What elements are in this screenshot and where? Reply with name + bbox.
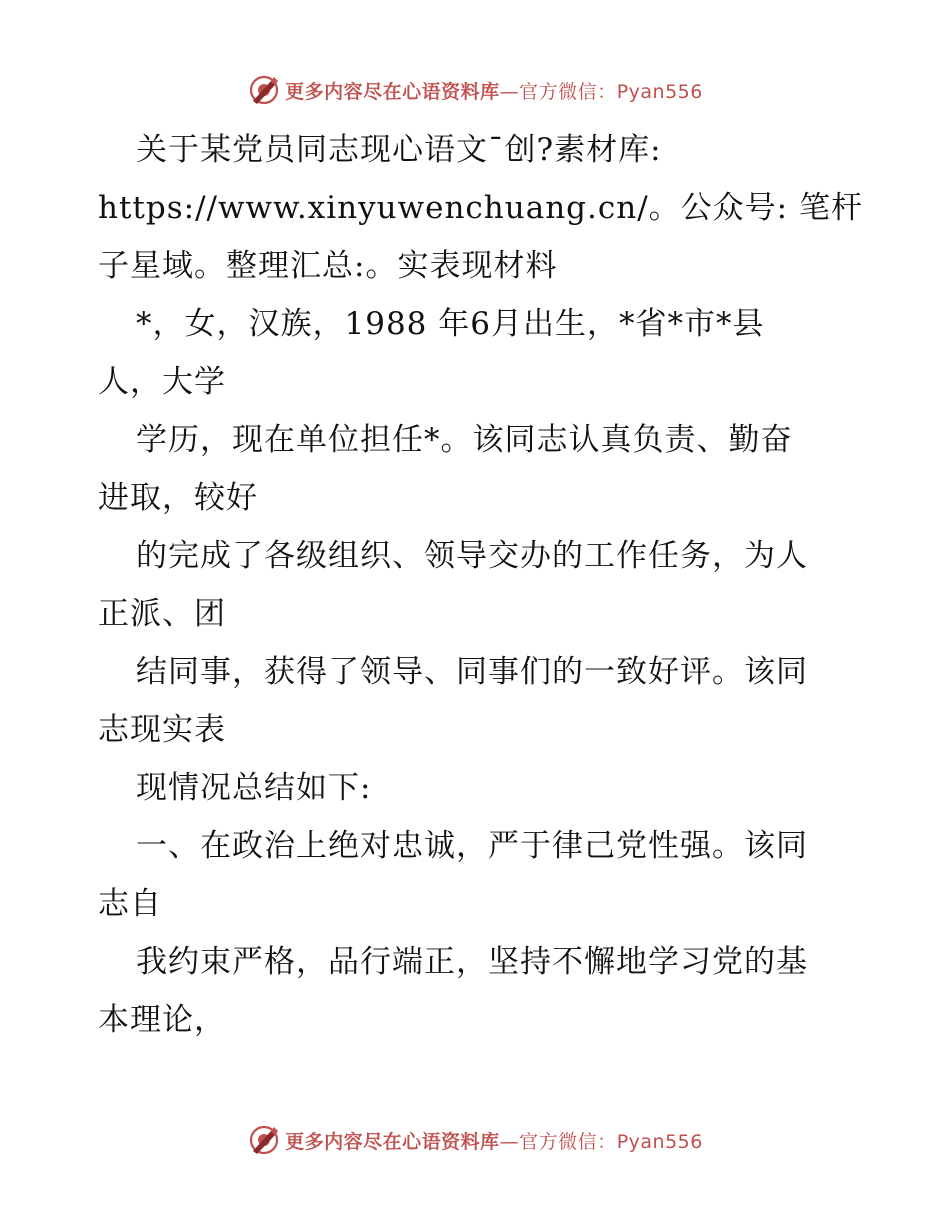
banner-separator: — (499, 80, 520, 103)
body-line: 进取，较好 (98, 480, 258, 516)
banner-wechat-id: Pyan556 (616, 80, 703, 103)
body-line: 我约束严格，品行端正，坚持不懈地学习党的基 (136, 944, 808, 980)
banner-separator: — (499, 1130, 520, 1153)
banner-main-text: 更多内容尽在心语资料库 (285, 1130, 500, 1153)
body-line: 子星域。整理汇总:。实表现材料 (98, 248, 558, 284)
document-body (98, 121, 868, 1049)
pen-circle-logo-icon (247, 73, 281, 107)
body-line: *，女，汉族，1988 年6月出生，*省*市*县 (136, 306, 765, 342)
body-line: 本理论， (98, 1002, 226, 1038)
body-line: 结同事，获得了领导、同事们的一致好评。该同 (136, 654, 808, 690)
header-banner-text (285, 77, 703, 104)
body-line: 正派、团 (98, 596, 226, 632)
body-line: https://www.xinyuwenchuang.cn/。公众号: 笔杆 (98, 190, 863, 226)
pen-circle-logo-icon (247, 1123, 281, 1157)
body-line: 学历，现在单位担任*。该同志认真负责、勤奋 (136, 422, 793, 458)
footer-banner (0, 1120, 950, 1160)
banner-main-text: 更多内容尽在心语资料库 (285, 80, 500, 103)
body-line: 志现实表 (98, 712, 226, 748)
body-line: 现情况总结如下: (136, 770, 372, 806)
body-line: 一、在政治上绝对忠诚，严于律己党性强。该同 (136, 828, 808, 864)
banner-sub-text: 官方微信： (519, 80, 617, 103)
header-banner (0, 70, 950, 110)
banner-sub-text: 官方微信： (519, 1130, 617, 1153)
body-line: 志自 (98, 886, 162, 922)
body-line: 的完成了各级组织、领导交办的工作任务，为人 (136, 538, 808, 574)
footer-banner-text (285, 1127, 703, 1154)
body-line: 人，大学 (98, 364, 226, 400)
banner-wechat-id: Pyan556 (616, 1130, 703, 1153)
body-line: 关于某党员同志现心语文¯创?素材库: (136, 132, 662, 168)
